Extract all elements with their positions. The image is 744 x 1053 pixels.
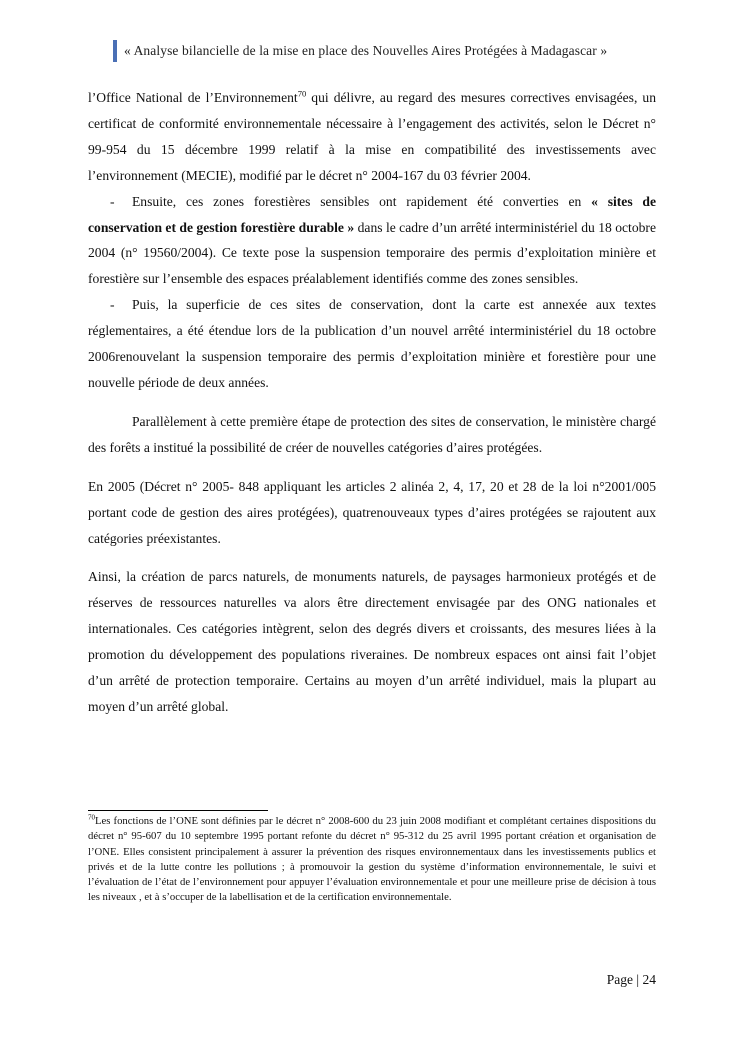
bullet-item-sites-conservation bbox=[88, 189, 656, 293]
main-body bbox=[88, 85, 656, 720]
paragraph-ainsi: Ainsi, la création de parcs naturels, de monuments naturels, de paysages harmonieux protégés et de réserves de ressources naturelles va alors être directement envisagée par des ONG nationales et internationales. Ces catégories intègrent, selon des degrés divers et croissants, des mesures liées à la promotion du développement des populations riveraines. De nombreux espaces ont ainsi fait l’objet d’un arrêté de protection temporaire. Certains au moyen d’un arrêté individuel, mais la plupart au moyen d’un arrêté global. bbox=[88, 569, 656, 714]
paragraph-en-2005: En 2005 (Décret n° 2005- 848 appliquant les articles 2 alinéa 2, 4, 17, 20 et 28 de la loi n°2001/005 portant code de gestion des aires protégées), quatrenouveaux types d’aires protégées se rajoutent aux catégories préexistantes. bbox=[88, 478, 656, 546]
bullet-two-text: Puis, la superficie de ces sites de conservation, dont la carte est annexée aux textes réglementaires, a été étendue lors de la publication d’un nouvel arrêté interministériel du 18 octobre 2006renouvelant la suspension temporaire des permis d’exploitation minière et forestière pour une nouvelle période de deux années. bbox=[88, 297, 656, 390]
paragraph-one-rest: qui délivre, au regard des mesures correctives envisagées, un certificat de conformité environnementale nécessaire à l’engagement des activités, selon le Décret n° 99-954 du 15 décembre 1999 relatif à la mise en compatibilité des investissements avec l’environnement (MECIE), modifié par le décret n° 2004-167 du 03 février 2004. bbox=[88, 90, 657, 183]
bullet-dash: - bbox=[110, 193, 115, 209]
footnote-number: 70 bbox=[88, 813, 95, 822]
page-label: Page bbox=[606, 972, 634, 987]
bullet-dash: - bbox=[110, 297, 115, 313]
page-separator: | bbox=[636, 972, 640, 987]
header-title: « Analyse bilancielle de la mise en place des Nouvelles Aires Protégées à Madagascar » bbox=[124, 43, 608, 58]
footnote-separator bbox=[88, 810, 268, 811]
bullet-one-text-start: Ensuite, ces zones forestières sensibles ont rapidement été converties en bbox=[132, 193, 592, 209]
paragraph-one-ending bbox=[88, 85, 656, 189]
footnote-reference[interactable]: 70 bbox=[297, 88, 307, 99]
page-number: 24 bbox=[642, 972, 656, 987]
header-accent-bar bbox=[113, 40, 117, 62]
bullet-item-superficie bbox=[88, 292, 656, 396]
bullet-one-bold-term: « sites de conservation et de gestion forestière durable » bbox=[88, 193, 656, 235]
footnote bbox=[88, 814, 656, 906]
page-number-footer bbox=[607, 972, 656, 988]
paragraph-paralellement: Parallèlement à cette première étape de protection des sites de conservation, le ministère chargé des forêts a institué la possibilité de créer de nouvelles catégories d’aires protégées. bbox=[88, 413, 656, 455]
paragraph-one-start: l’Office National de l’Environnement bbox=[88, 90, 298, 105]
footnote-text: Les fonctions de l’ONE sont définies par le décret n° 2008-600 du 23 juin 2008 modifiant et complétant certaines dispositions du décret n° 95-607 du 10 septembre 1995 portant refonte du décret n° 95-312 du 25 avril 1995 portant création et organisation de l’ONE. Elles consistent principalement à assurer la prévention des risques environnementaux dans les investissements publics et privés et de la lutte contre les pollutions ; à promouvoir la gestion du système d’information environnementale, le suivi et l’évaluation de l’état de l’environnement pour appuyer l’évaluation environnementale et pour une meilleure prise de décision à tous les niveaux , et à s’occuper de la labellisation et de la certification environnementale. bbox=[88, 815, 656, 904]
page-header bbox=[113, 40, 607, 62]
bullet-one-text-end: dans le cadre d’un arrêté interministériel du 18 octobre 2004 (n° 19560/2004). Ce texte pose la suspension temporaire des permis d’exploitation minière et forestière sur l’ensemble des espaces préalablement identifiés comme des zones sensibles. bbox=[88, 219, 656, 287]
